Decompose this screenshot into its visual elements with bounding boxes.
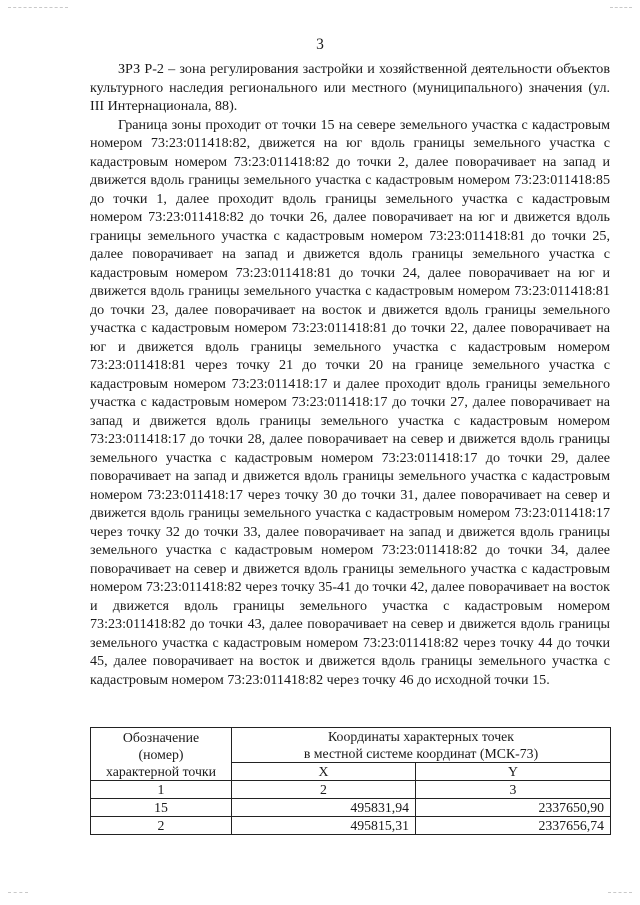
- header-coords-line: в местной системе координат (МСК-73): [303, 746, 539, 761]
- table-row: [91, 799, 611, 817]
- y-coordinate-cell: 2337650,90: [416, 799, 611, 817]
- scan-edge-mark: [610, 7, 632, 8]
- point-number-cell: 15: [91, 799, 232, 817]
- table-row: [91, 817, 611, 835]
- header-coords-line: Координаты характерных точек: [328, 729, 514, 744]
- table-column-number-row: [91, 781, 611, 799]
- y-coordinate-cell: 2337656,74: [416, 817, 611, 835]
- coordinates-table-wrapper: [90, 727, 610, 835]
- scan-edge-mark: [8, 892, 28, 893]
- header-y: Y: [416, 763, 611, 781]
- header-point-line: характерной точки: [106, 763, 216, 779]
- x-coordinate-cell: 495815,31: [232, 817, 416, 835]
- coordinates-table: [90, 727, 611, 835]
- column-number: 3: [416, 781, 611, 799]
- boundary-description-paragraph: Граница зоны проходит от точки 15 на севере земельного участка с кадастровым номером 73:23:011418:82, движется на юг вдоль границы земельного участка с кадастровым номером 73:23:011418:82 до точки 2, далее поворачивает на запад и движется вдоль границы земельного участка с кадастровым номером 73:23:011418:85 до точки 1, далее проходит вдоль границы земельного участка с кадастровым номером 73:23:011418:82 до точки 26, далее поворачивает на юг и движется вдоль границы земельного участка с кадастровым номером 73:23:011418:81 до точки 25, далее поворачивает на запад и движется вдоль границы земельного участка с кадастровым номером 73:23:011418:81 до точки 24, далее поворачивает на юг и движется вдоль границы земельного участка с кадастровым номером 73:23:011418:81 до точки 23, далее поворачивает на восток и движется вдоль границы земельного участка с кадастровым номером 73:23:011418:81 до точки 22, далее поворачивает на юг и движется вдоль границы земельного участка с кадастровым номером 73:23:011418:81 через точку 21 до точки 20 на границе земельного участка с кадастровым номером 73:23:011418:17 и далее проходит вдоль границы земельного участка с кадастровым номером 73:23:011418:17 до точки 27, далее поворачивает на запад и движется вдоль границы земельного участка с кадастровым номером 73:23:011418:17 до точки 28, далее поворачивает на север и движется вдоль границы земельного участка с кадастровым номером 73:23:011418:17 до точки 29, далее поворачивает на запад и движется вдоль границы земельного участка с кадастровым номером 73:23:011418:17 через точку 30 до точки 31, далее поворачивает на север и движется вдоль границы земельного участка с кадастровым номером 73:23:011418:17 через точку 32 до точки 33, далее поворачивает на запад и движется вдоль границы земельного участка с кадастровым номером 73:23:011418:82 до точки 34, далее поворачивает на север и движется вдоль границы земельного участка с кадастровым номером 73:23:011418:82 через точку 35-41 до точки 42, далее поворачивает на восток и движется вдоль границы земельного участка с кадастровым номером 73:23:011418:82 до точки 43, далее поворачивает на север и движется вдоль границы земельного участка с кадастровым номером 73:23:011418:82 через точку 44 до точки 45, далее поворачивает на восток и движется вдоль границы земельного участка с кадастровым номером 73:23:011418:82 через точку 46 до исходной точки 15.: [90, 116, 610, 688]
- point-number-cell: 2: [91, 817, 232, 835]
- column-number: 2: [232, 781, 416, 799]
- header-point-line: (номер): [138, 746, 184, 762]
- table-header-row: [91, 728, 611, 763]
- zone-heading-paragraph: ЗРЗ Р-2 – зона регулирования застройки и хозяйственной деятельности объектов культурного наследия регионального или местного (муниципального) значения (ул. III Интернационала, 88).: [90, 61, 610, 114]
- page-number: 3: [316, 36, 324, 53]
- header-x: X: [232, 763, 416, 781]
- x-coordinate-cell: 495831,94: [232, 799, 416, 817]
- header-coordinates: [232, 728, 611, 763]
- document-body: [90, 60, 610, 689]
- header-point-line: Обозначение: [122, 729, 200, 745]
- scan-edge-mark: [8, 7, 68, 8]
- scan-edge-mark: [608, 892, 632, 893]
- column-number: 1: [91, 781, 232, 799]
- header-point-designation: [91, 728, 232, 781]
